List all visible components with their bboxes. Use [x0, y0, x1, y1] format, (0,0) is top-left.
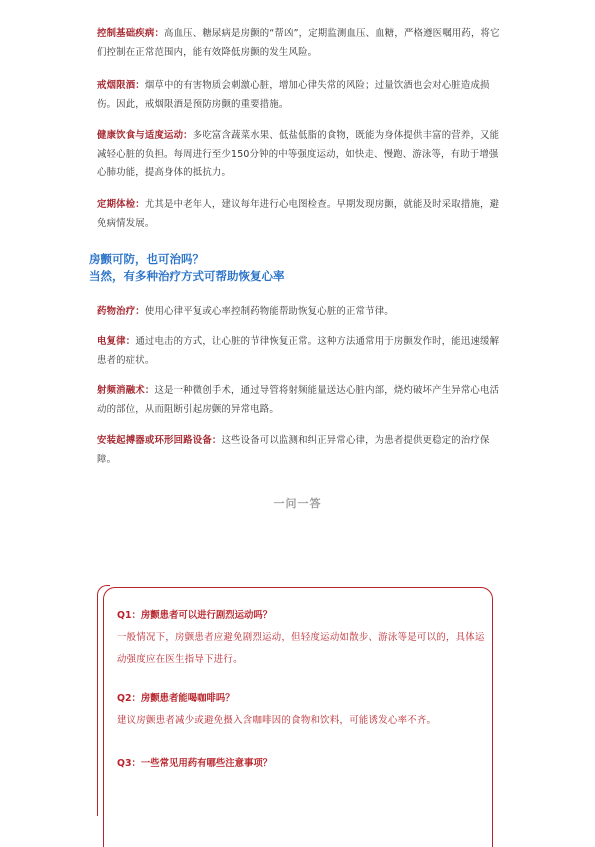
- treatment-text: 使用心律平复或心率控制药物能帮助恢复心脏的正常节律。: [144, 306, 394, 317]
- qa-answer: 建议房颤患者减少或避免摄入含咖啡因的食物和饮料，可能诱发心率不齐。: [117, 715, 437, 726]
- qa-question: Q2：房颤患者能喝咖啡吗？: [117, 693, 235, 704]
- treatment-paragraph: [97, 432, 502, 469]
- treatment-paragraph: [97, 303, 502, 322]
- prevention-paragraph: [97, 77, 502, 114]
- qa-answer: 一般情况下，房颤患者应避免剧烈运动，但轻度运动如散步、游泳等是可以的，具体运动强度应在医生指导下进行。: [117, 632, 485, 665]
- prevention-paragraph: [97, 25, 502, 62]
- section-heading: 房颤可防，也可治吗？: [89, 252, 204, 266]
- treatment-text: 这是一种微创手术，通过导管将射频能量送达心脏内部，烧灼破坏产生异常心电活动的部位，从而阻断引起房颤的异常电路。: [97, 385, 500, 415]
- prevention-label: 定期体检：: [97, 199, 145, 210]
- prevention-label: 控制基础疾病：: [97, 28, 165, 39]
- prevention-label: 戒烟限酒：: [97, 80, 145, 91]
- qa-section-title: 一问一答: [273, 497, 322, 510]
- qa-question: Q3：一些常见用药有哪些注意事项？: [117, 758, 273, 769]
- prevention-text: 烟草中的有害物质会刺激心脏，增加心律失常的风险；过量饮酒也会对心脏造成损伤。因此，戒烟限酒是预防房颤的重要措施。: [97, 80, 490, 110]
- treatment-label: 安装起搏器或环形回路设备：: [97, 435, 222, 446]
- qa-question: Q1：房颤患者可以进行剧烈运动吗？: [117, 610, 273, 621]
- treatment-label: 药物治疗：: [97, 306, 145, 317]
- treatment-paragraph: [97, 333, 502, 370]
- prevention-text: 高血压、糖尿病是房颤的“帮凶”，定期监测血压、血糖，严格遵医嘱用药，将它们控制在正常范围内，能有效降低房颤的发生风险。: [97, 28, 500, 58]
- prevention-text: 尤其是中老年人，建议每年进行心电图检查。早期发现房颤，就能及时采取措施，避免病情发展。: [97, 199, 500, 229]
- treatment-label: 射频消融术：: [97, 385, 155, 396]
- section-subheading: 当然，有多种治疗方式可帮助恢复心率: [89, 269, 285, 283]
- treatment-text: 这些设备可以监测和纠正异常心律，为患者提供更稳定的治疗保障。: [97, 435, 490, 465]
- prevention-text: 多吃富含蔬菜水果、低盐低脂的食物，既能为身体提供丰富的营养，又能减轻心脏的负担。每周进行至少150分钟的中等强度运动，如快走、慢跑、游泳等，有助于增强心肺功能，提高身体的抵抗力。: [97, 130, 500, 178]
- prevention-label: 健康饮食与适度运动：: [97, 130, 193, 141]
- treatment-paragraph: [97, 382, 502, 419]
- prevention-paragraph: [97, 127, 502, 183]
- treatment-text: 通过电击的方式，让心脏的节律恢复正常。这种方法通常用于房颤发作时，能迅速缓解患者的症状。: [97, 336, 500, 366]
- treatment-label: 电复律：: [97, 336, 136, 347]
- prevention-paragraph: [97, 196, 502, 233]
